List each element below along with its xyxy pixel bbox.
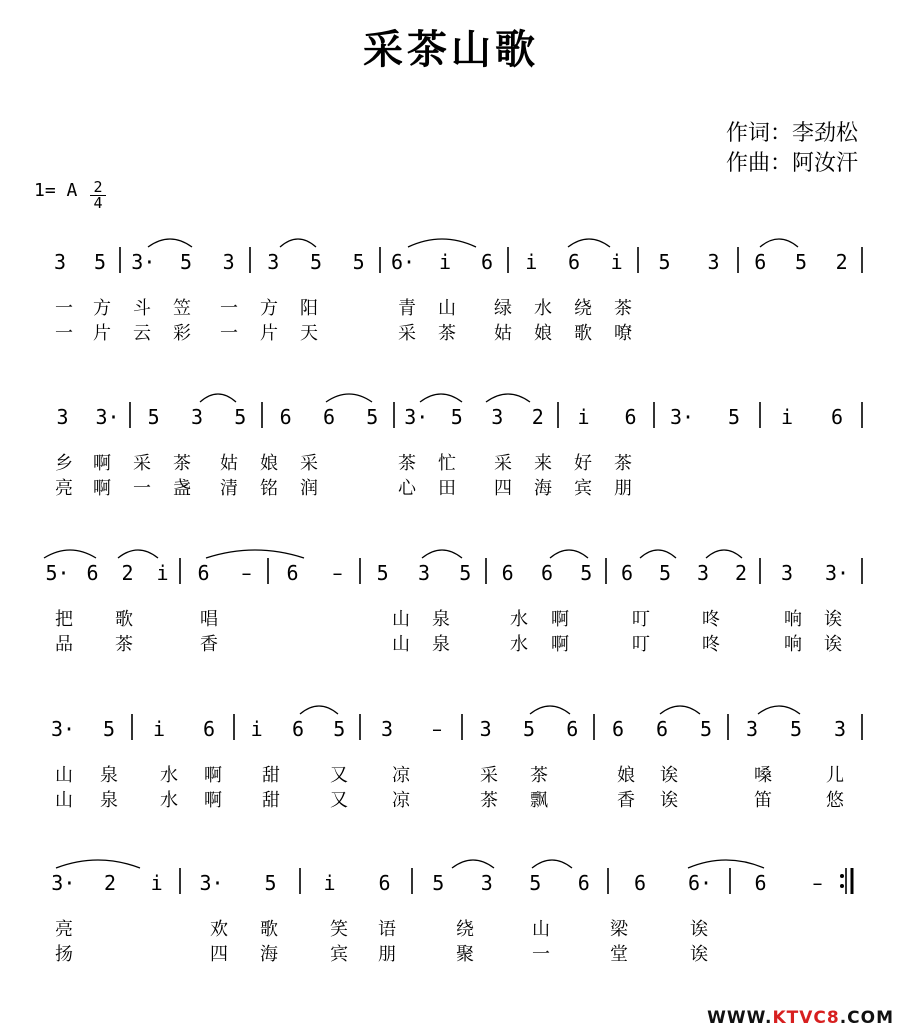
lyric-4-verse2-3: 水: [160, 790, 178, 811]
site-watermark: [707, 1008, 894, 1028]
note-4-1-2: 5: [102, 717, 116, 741]
lyric-3-verse2-7: 啊: [551, 634, 569, 655]
note-1-4-1: 6·: [390, 250, 416, 274]
watermark-brand: KTVC8: [772, 1008, 840, 1028]
lyric-5-verse1-7: 山: [532, 919, 550, 940]
lyric-2-verse2-3: 一: [133, 478, 151, 499]
note-4-2-2: 6: [202, 717, 216, 741]
note-2-4-1: 3·: [404, 405, 429, 429]
time-signature-numerator: 2: [90, 180, 106, 196]
note-3-5-3: 5: [580, 561, 593, 585]
lyric-2-verse2-9: 田: [438, 478, 456, 499]
lyric-5-verse1-4: 笑: [330, 919, 348, 940]
note-2-7-2: 6: [830, 405, 844, 429]
note-5-5-1: 6: [633, 871, 647, 895]
note-3-6-2: 5: [658, 561, 672, 585]
lyric-2-verse2-1: 亮: [55, 478, 73, 499]
lyric-4-verse1-5: 甜: [262, 765, 280, 786]
note-1-2-3: 3: [222, 250, 235, 274]
lyric-1-verse1-5: 一: [220, 298, 238, 319]
lyric-2-verse2-7: 润: [300, 478, 318, 499]
lyric-4-verse2-1: 山: [55, 790, 73, 811]
slur-3-3: [206, 550, 304, 558]
slur-1-3: [408, 239, 476, 247]
lyric-2-verse2-10: 四: [494, 478, 512, 499]
lyric-2-verse1-13: 茶: [614, 453, 632, 474]
lyric-2-verse1-3: 采: [133, 453, 151, 474]
lyric-4-verse2-13: 悠: [826, 790, 844, 811]
lyric-1-verse1-9: 山: [438, 298, 456, 319]
note-1-2-1: 3·: [131, 250, 156, 274]
lyric-2-verse2-5: 清: [220, 478, 238, 499]
lyric-5-verse1-1: 亮: [55, 919, 73, 940]
lyric-1-verse1-4: 笠: [173, 298, 191, 319]
note-3-6-3: 3: [696, 561, 710, 585]
note-2-2-2: 3: [190, 405, 204, 429]
slur-5-3: [532, 860, 572, 868]
key-signature: 1= A: [34, 180, 78, 201]
lyric-4-verse1-11: 诶: [660, 765, 678, 786]
lyric-4-verse1-6: 又: [330, 765, 348, 786]
note-4-2-1: i: [152, 717, 166, 741]
lyric-3-verse2-11: 诶: [824, 634, 842, 655]
slur-2-1: [200, 394, 236, 402]
lyric-1-verse1-6: 方: [260, 298, 278, 319]
note-1-6-1: 5: [658, 250, 671, 274]
lyric-1-verse2-9: 茶: [438, 323, 456, 344]
lyric-2-verse2-4: 盏: [173, 478, 191, 499]
note-4-6-3: 5: [699, 717, 713, 741]
note-2-5-1: i: [577, 405, 590, 429]
lyric-4-verse2-2: 泉: [100, 790, 118, 811]
lyric-2-verse2-2: 啊: [93, 478, 111, 499]
note-4-7-2: 5: [789, 717, 803, 741]
lyric-1-verse2-11: 娘: [534, 323, 552, 344]
slur-2-4: [486, 394, 530, 402]
note-1-3-2: 5: [309, 250, 323, 274]
note-3-2-1: 6: [197, 561, 210, 585]
lyric-5-verse2-8: 堂: [610, 944, 628, 965]
lyric-4-verse1-2: 泉: [100, 765, 118, 786]
lyric-5-verse1-6: 绕: [456, 919, 474, 940]
slur-3-7: [706, 550, 742, 558]
note-1-5-3: i: [610, 250, 623, 274]
note-5-2-1: 3·: [199, 871, 224, 895]
lyric-2-verse1-6: 娘: [260, 453, 278, 474]
note-2-1-2: 3·: [95, 405, 120, 429]
note-3-3-2: –: [332, 561, 343, 585]
note-1-7-3: 2: [835, 250, 848, 274]
slur-5-1: [56, 860, 140, 868]
lyric-3-verse2-9: 咚: [702, 634, 720, 655]
note-1-4-3: 6: [480, 250, 494, 274]
lyric-1-verse1-8: 青: [398, 298, 416, 319]
watermark-prefix: WWW.: [707, 1008, 773, 1028]
note-3-3-1: 6: [286, 561, 299, 585]
lyric-5-verse2-7: 一: [532, 944, 550, 965]
note-1-3-3: 5: [352, 250, 365, 274]
note-3-6-4: 2: [734, 561, 748, 585]
note-3-4-3: 5: [459, 561, 472, 585]
note-5-4-4: 6: [577, 871, 590, 895]
lyric-2-verse1-1: 乡: [55, 453, 73, 474]
note-5-1-1: 3·: [51, 871, 76, 895]
lyric-2-verse1-4: 茶: [173, 453, 191, 474]
lyric-4-verse1-7: 凉: [392, 765, 410, 786]
lyric-3-verse1-7: 啊: [551, 609, 569, 630]
lyric-1-verse2-6: 片: [260, 323, 278, 344]
lyric-5-verse2-5: 朋: [378, 944, 396, 965]
note-5-1-3: i: [150, 871, 163, 895]
note-3-4-1: 5: [376, 561, 389, 585]
lyric-2-verse1-11: 来: [534, 453, 552, 474]
lyric-3-verse1-1: 把: [55, 609, 73, 630]
slur-4-1: [300, 706, 338, 714]
lyric-4-verse1-10: 娘: [617, 765, 635, 786]
lyric-5-verse2-9: 诶: [690, 944, 708, 965]
lyric-5-verse2-6: 聚: [456, 944, 474, 965]
note-2-2-3: 5: [234, 405, 247, 429]
slur-1-2: [280, 239, 316, 247]
lyric-2-verse2-11: 海: [534, 478, 552, 499]
lyric-4-verse1-12: 嗓: [754, 765, 772, 786]
note-2-5-2: 6: [624, 405, 637, 429]
note-4-3-2: 6: [291, 717, 305, 741]
slur-1-1: [148, 239, 192, 247]
note-2-2-1: 5: [147, 405, 160, 429]
slur-4-4: [758, 706, 800, 714]
lyric-5-verse2-4: 宾: [330, 944, 348, 965]
lyric-3-verse2-5: 泉: [432, 634, 450, 655]
note-5-3-2: 6: [378, 871, 391, 895]
lyric-2-verse1-8: 茶: [398, 453, 416, 474]
lyric-3-verse1-9: 咚: [702, 609, 720, 630]
note-5-4-2: 3: [480, 871, 493, 895]
note-3-5-2: 6: [540, 561, 554, 585]
note-1-1-1: 3: [53, 250, 67, 274]
lyric-1-verse2-8: 采: [398, 323, 416, 344]
note-3-6-1: 6: [620, 561, 634, 585]
slur-1-4: [568, 239, 610, 247]
song-title: 采茶山歌: [363, 27, 539, 73]
lyric-1-verse1-2: 方: [93, 298, 111, 319]
note-3-2-2: –: [241, 561, 252, 585]
lyric-5-verse1-5: 语: [378, 919, 396, 940]
lyric-2-verse2-12: 宾: [574, 478, 592, 499]
watermark-suffix: .COM: [839, 1008, 894, 1028]
lyric-4-verse2-7: 凉: [392, 790, 410, 811]
slur-3-5: [550, 550, 588, 558]
lyric-3-verse1-6: 水: [510, 609, 528, 630]
lyric-1-verse2-13: 嘹: [614, 323, 632, 344]
lyric-4-verse2-12: 笛: [754, 790, 772, 811]
note-5-4-1: 5: [432, 871, 445, 895]
lyric-2-verse1-5: 姑: [220, 453, 238, 474]
lyric-4-verse1-1: 山: [55, 765, 73, 786]
lyric-2-verse1-7: 采: [300, 453, 318, 474]
note-2-7-1: i: [780, 405, 794, 429]
note-2-3-3: 5: [366, 405, 379, 429]
lyric-1-verse2-12: 歌: [574, 323, 592, 344]
lyric-2-verse2-6: 铭: [260, 478, 278, 499]
note-4-4-1: 3: [380, 717, 394, 741]
note-1-1-2: 5: [93, 250, 107, 274]
note-4-5-1: 3: [479, 717, 492, 741]
lyric-1-verse1-13: 茶: [614, 298, 632, 319]
note-1-7-1: 6: [754, 250, 767, 274]
lyric-1-verse2-10: 姑: [494, 323, 512, 344]
repeat-dot-bottom: [840, 884, 844, 888]
lyric-3-verse2-2: 茶: [115, 634, 133, 655]
note-3-1-2: 6: [86, 561, 99, 585]
slur-5-4: [688, 860, 764, 868]
lyric-3-verse1-11: 诶: [824, 609, 842, 630]
lyric-1-verse2-1: 一: [55, 323, 73, 344]
lyric-4-verse2-6: 又: [330, 790, 348, 811]
note-3-7-2: 3·: [824, 561, 850, 585]
note-4-3-3: 5: [333, 717, 346, 741]
note-5-6-1: 6: [754, 871, 767, 895]
lyric-3-verse2-4: 山: [392, 634, 410, 655]
lyric-5-verse2-1: 扬: [55, 944, 73, 965]
lyric-4-verse2-8: 茶: [480, 790, 498, 811]
note-5-3-1: i: [323, 871, 336, 895]
slur-3-4: [422, 550, 462, 558]
note-2-3-2: 6: [322, 405, 336, 429]
lyric-2-verse2-8: 心: [398, 478, 416, 499]
lyric-4-verse1-13: 儿: [826, 765, 844, 786]
lyric-1-verse1-1: 一: [55, 298, 73, 319]
lyric-2-verse1-12: 好: [574, 453, 592, 474]
lyric-4-verse1-8: 采: [480, 765, 498, 786]
slur-4-2: [530, 706, 570, 714]
lyric-3-verse1-5: 泉: [432, 609, 450, 630]
note-5-1-2: 2: [103, 871, 117, 895]
lyric-1-verse1-3: 斗: [133, 298, 151, 319]
note-1-3-1: 3: [267, 250, 280, 274]
slur-4-3: [660, 706, 700, 714]
lyric-1-verse2-5: 一: [220, 323, 238, 344]
slur-5-2: [452, 860, 494, 868]
note-4-6-2: 6: [655, 717, 669, 741]
note-2-4-4: 2: [531, 405, 544, 429]
lyric-4-verse1-4: 啊: [204, 765, 222, 786]
lyric-3-verse1-2: 歌: [115, 609, 133, 630]
lyric-3-verse2-6: 水: [510, 634, 528, 655]
note-3-5-1: 6: [501, 561, 514, 585]
slur-2-3: [420, 394, 462, 402]
lyric-4-verse2-4: 啊: [204, 790, 222, 811]
note-2-6-1: 3·: [669, 405, 695, 429]
note-2-1-1: 3: [56, 405, 69, 429]
slur-1-5: [760, 239, 798, 247]
note-1-4-2: i: [438, 250, 452, 274]
note-4-4-2: –: [432, 717, 442, 741]
note-3-1-1: 5·: [45, 561, 70, 585]
slur-2-2: [326, 394, 372, 402]
lyric-1-verse1-7: 阳: [300, 298, 318, 319]
slur-3-6: [640, 550, 676, 558]
lyric-5-verse1-8: 梁: [610, 919, 628, 940]
note-5-5-2: 6·: [687, 871, 713, 895]
note-2-4-2: 5: [450, 405, 463, 429]
lyric-2-verse2-13: 朋: [614, 478, 632, 499]
lyric-2-verse1-10: 采: [494, 453, 512, 474]
note-5-2-2: 5: [264, 871, 277, 895]
note-4-3-1: i: [250, 717, 263, 741]
note-4-7-1: 3: [745, 717, 759, 741]
note-3-1-3: 2: [121, 561, 134, 585]
lyric-4-verse1-9: 茶: [530, 765, 548, 786]
lyric-5-verse1-3: 歌: [260, 919, 278, 940]
note-2-3-1: 6: [279, 405, 292, 429]
lyric-3-verse2-1: 品: [55, 634, 73, 655]
lyric-3-verse2-3: 香: [200, 634, 218, 655]
note-3-1-4: i: [156, 561, 169, 585]
time-signature-denominator: 4: [93, 194, 103, 212]
lyric-1-verse1-10: 绿: [494, 298, 512, 319]
lyric-1-verse2-4: 彩: [173, 323, 191, 344]
lyric-1-verse1-12: 绕: [574, 298, 592, 319]
note-5-6-2: –: [812, 871, 823, 895]
note-2-6-2: 5: [727, 405, 741, 429]
note-2-4-3: 3: [491, 405, 504, 429]
lyric-3-verse1-10: 响: [784, 609, 802, 630]
repeat-dot-top: [840, 874, 844, 878]
lyric-5-verse2-3: 海: [260, 944, 278, 965]
lyric-3-verse2-8: 叮: [632, 634, 650, 655]
lyric-2-verse1-9: 忙: [438, 453, 456, 474]
note-1-7-2: 5: [794, 250, 808, 274]
note-3-7-1: 3: [780, 561, 794, 585]
lyric-1-verse2-7: 天: [300, 323, 318, 344]
lyric-3-verse1-8: 叮: [632, 609, 650, 630]
note-1-5-1: i: [525, 250, 538, 274]
lyric-4-verse2-5: 甜: [262, 790, 280, 811]
note-4-1-1: 3·: [50, 717, 76, 741]
lyric-3-verse2-10: 响: [784, 634, 802, 655]
note-4-5-3: 6: [566, 717, 579, 741]
lyric-4-verse1-3: 水: [160, 765, 178, 786]
note-4-6-1: 6: [611, 717, 625, 741]
composer-credit: 作曲：阿汝汗: [725, 151, 858, 176]
lyric-5-verse1-2: 欢: [210, 919, 228, 940]
note-4-5-2: 5: [522, 717, 536, 741]
note-3-4-2: 3: [417, 561, 431, 585]
lyric-1-verse2-3: 云: [133, 323, 151, 344]
note-1-2-2: 5: [179, 250, 193, 274]
lyric-4-verse2-9: 飘: [530, 790, 548, 811]
lyric-3-verse1-4: 山: [392, 609, 410, 630]
note-5-4-3: 5: [529, 871, 542, 895]
lyric-2-verse1-2: 啊: [93, 453, 111, 474]
slur-3-2: [118, 550, 158, 558]
lyricist-credit: 作词：李劲松: [725, 121, 858, 146]
slur-3-1: [44, 550, 96, 558]
note-1-6-2: 3: [707, 250, 720, 274]
lyric-5-verse2-2: 四: [210, 944, 228, 965]
note-4-7-3: 3: [833, 717, 847, 741]
lyric-5-verse1-9: 诶: [690, 919, 708, 940]
lyric-4-verse2-11: 诶: [660, 790, 678, 811]
lyric-1-verse2-2: 片: [93, 323, 111, 344]
note-1-5-2: 6: [567, 250, 581, 274]
lyric-3-verse1-3: 唱: [200, 609, 218, 630]
lyric-1-verse1-11: 水: [534, 298, 552, 319]
lyric-4-verse2-10: 香: [617, 790, 635, 811]
